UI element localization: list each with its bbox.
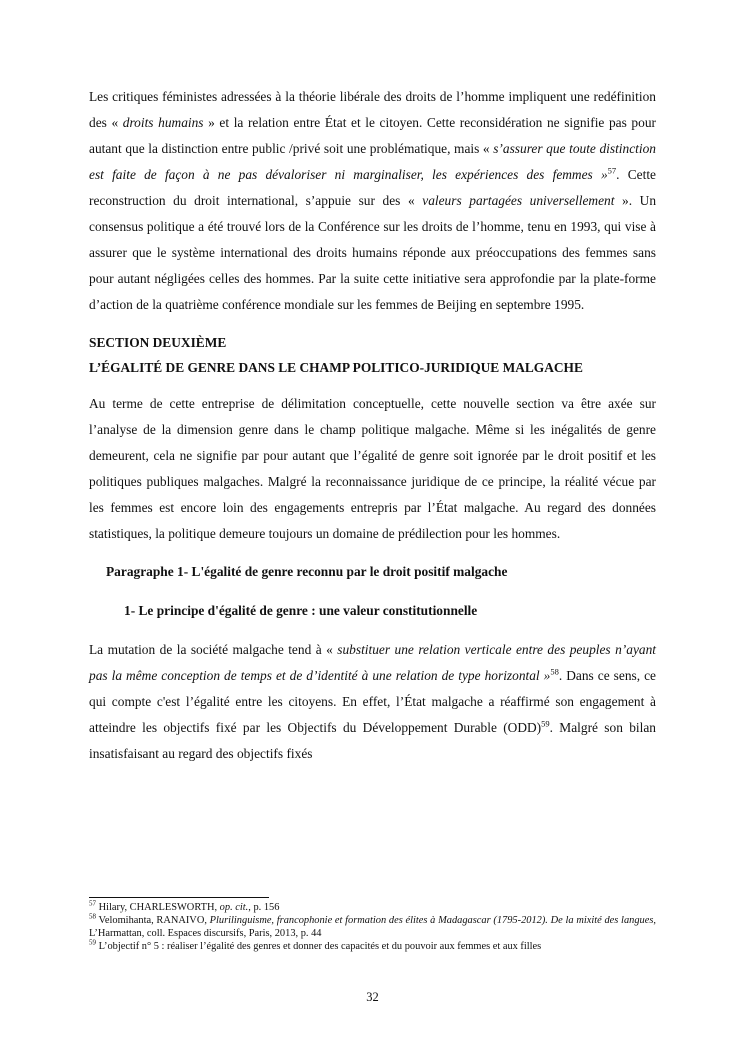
main-text bbox=[89, 84, 656, 779]
footnote-58 bbox=[89, 914, 656, 940]
footnote-text: L’objectif n° 5 : réaliser l’égalité des genres et donner des capacités et du pouvoir aux femmes et aux filles bbox=[96, 941, 542, 952]
footnote-separator bbox=[89, 897, 269, 898]
italic-run: droits humains bbox=[122, 115, 204, 130]
paragraph-section-intro: Au terme de cette entreprise de délimitation conceptuelle, cette nouvelle section va être axée sur l’analyse de la dimension genre dans le champ politique malgache. Même si les inégalités de genre demeurent, cela ne signifie par pour autant que l’égalité de genre soit ignorée par le droit positif et les politiques publiques malgaches. Malgré la reconnaissance juridique de ce principe, la réalité vécue par les femmes est encore loin des engagements entrepris par l’État malgache. Au regard des données statistiques, la politique demeure toujours un domaine de prédilection pour les hommes. bbox=[89, 396, 656, 541]
paragraph-mutation bbox=[89, 637, 656, 767]
footnote-ref: 58 bbox=[550, 666, 559, 677]
text-run: . Cette reconstruction du droit international, s’appuie sur des « bbox=[89, 167, 656, 208]
text-run: » et la relation entre État et le citoyen. Cette reconsidération ne signifie pas pour autant que la distinction entre public /privé soit une problématique, mais « bbox=[89, 115, 656, 156]
footnote-59 bbox=[89, 940, 656, 953]
text-run: La mutation de la société malgache tend à « bbox=[89, 642, 338, 657]
footnote-text: , L’Harmattan, coll. Espaces discursifs, Paris, 2013, p. 44 bbox=[89, 915, 656, 939]
text-run: . Dans ce sens, ce qui compte c'est l’égalité entre les citoyens. En effet, l’État malgache a réaffirmé son engagement à atteindre les objectifs fixé par les Objectifs du Développement Durable (ODD) bbox=[89, 668, 656, 735]
italic-run: valeurs partagées universellement bbox=[422, 193, 615, 208]
page-number: 32 bbox=[366, 990, 379, 1004]
paragraph-heading: Paragraphe 1- L'égalité de genre reconnu par le droit positif malgache bbox=[106, 564, 508, 579]
paragraph-feminist-critique bbox=[89, 84, 656, 318]
footnote-57 bbox=[89, 901, 656, 914]
footnote-ref: 57 bbox=[607, 165, 617, 176]
section-label: SECTION DEUXIÈME bbox=[89, 335, 227, 350]
text-run: Les critiques féministes adressées à la théorie libérale des droits de l’homme impliquent une redéfinition des « bbox=[89, 89, 656, 130]
text-run: . Malgré son bilan insatisfaisant au regard des objectifs fixés bbox=[89, 720, 656, 761]
footnote-italic: Plurilinguisme, francophonie et formation des élites à Madagascar (1795-2012). De la mixité des langues bbox=[209, 915, 654, 926]
footnote-number: 58 bbox=[89, 912, 96, 921]
footnote-text: Velomihanta, RANAIVO, bbox=[96, 915, 210, 926]
footnote-number: 57 bbox=[89, 899, 96, 908]
footnote-number: 59 bbox=[89, 938, 96, 947]
footnote-italic: op. cit. bbox=[219, 902, 249, 913]
footnote-ref: 59 bbox=[541, 718, 550, 729]
subsection-heading: 1- Le principe d'égalité de genre : une valeur constitutionnelle bbox=[124, 603, 478, 618]
italic-quote: s’assurer que toute distinction est faite de façon à ne pas dévaloriser ni marginaliser, les expériences des femmes » bbox=[89, 141, 657, 182]
footnote-text: , p. 156 bbox=[248, 902, 280, 913]
footnote-text: Hilary, CHARLESWORTH, bbox=[96, 902, 220, 913]
italic-quote: substituer une relation verticale entre des peuples n’ayant pas la même conception de temps et de d’identité à une relation de type horizontal » bbox=[89, 642, 656, 683]
footnotes bbox=[89, 897, 656, 953]
section-title: L’ÉGALITÉ DE GENRE DANS LE CHAMP POLITICO-JURIDIQUE MALGACHE bbox=[89, 360, 583, 375]
section-heading bbox=[89, 330, 656, 380]
text-run: ». Un consensus politique a été trouvé lors de la Conférence sur les droits de l’homme, tenu en 1993, qui vise à assurer que le système international des droits humains réponde aux préoccupations des femmes sans pour autant négligées celles des hommes. Par la suite cette initiative sera approfondie par la plate-forme d’action de la quatrième conférence mondiale sur les femmes de Beijing en septembre 1995. bbox=[89, 193, 657, 312]
